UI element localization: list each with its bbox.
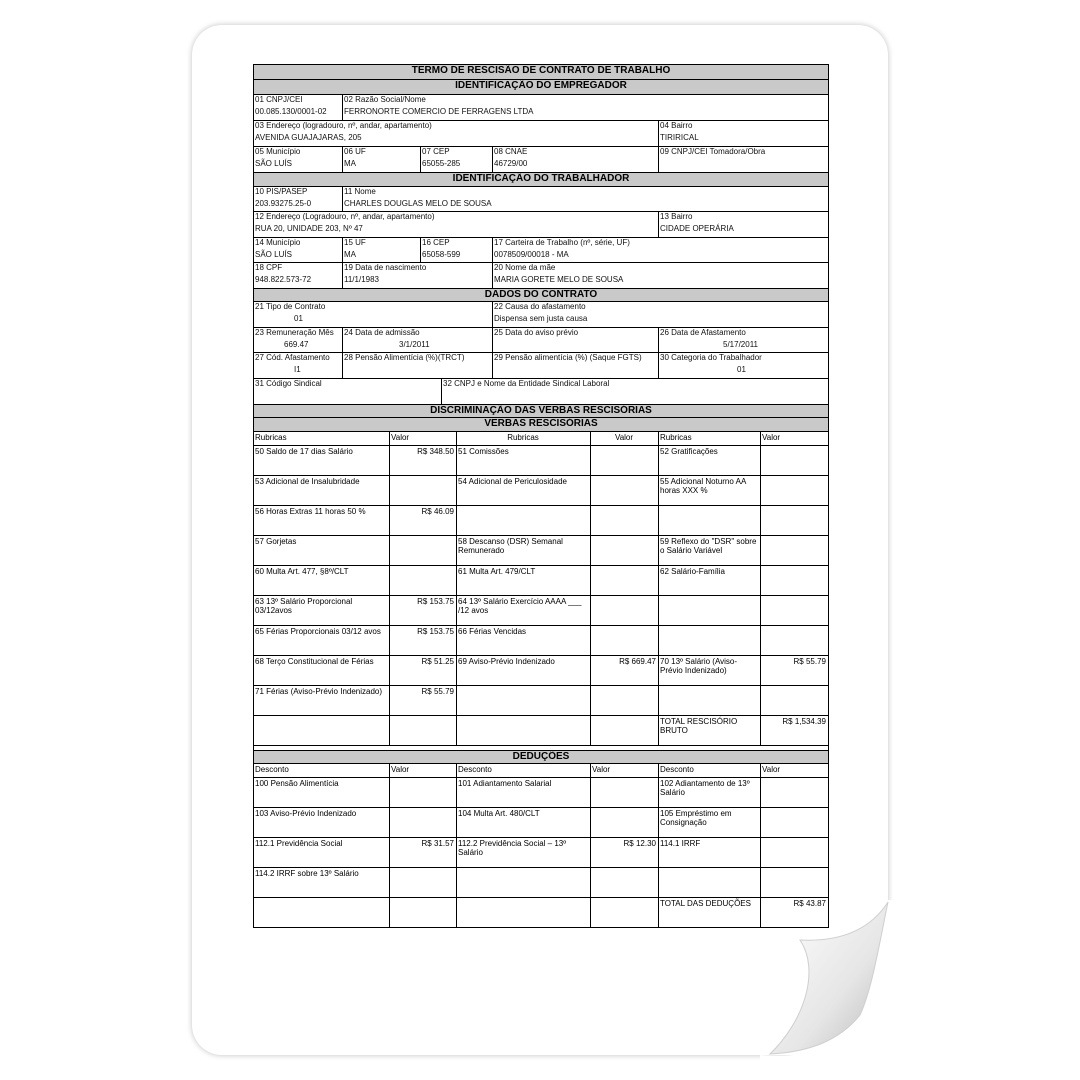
field-label: 15 UF — [344, 238, 366, 247]
field-label: 09 CNPJ/CEI Tomadora/Obra — [660, 147, 766, 156]
section-deductions: DEDUÇÕES — [253, 750, 829, 765]
field-value: Dispensa sem justa causa — [494, 314, 588, 323]
verbas-item-label: 70 13º Salário (Aviso-Prévio Indenizado) — [660, 657, 738, 675]
verbas-item-value — [590, 445, 659, 476]
verbas-item — [253, 655, 390, 686]
column-header — [456, 431, 591, 446]
field-label: 05 Município — [255, 147, 301, 156]
field-label: 17 Carteira de Trabalho (nº, série, UF) — [494, 238, 630, 247]
deducoes-item — [456, 777, 591, 808]
field-value: I1 — [294, 365, 301, 374]
verbas-item-value — [389, 475, 457, 506]
section-contract: DADOS DO CONTRATO — [253, 288, 829, 302]
field-f07 — [420, 146, 493, 173]
field-value: RUA 20, UNIDADE 203, Nº 47 — [255, 224, 363, 233]
verbas-item — [253, 715, 390, 746]
field-f10 — [253, 186, 343, 212]
field-f14 — [253, 237, 343, 263]
deducoes-item-value — [760, 837, 829, 868]
deducoes-item-label: 105 Empréstimo em Consignação — [660, 809, 732, 827]
deducoes-item-label: 112.1 Previdência Social — [255, 839, 343, 848]
verbas-item — [658, 625, 761, 656]
field-label: 06 UF — [344, 147, 366, 156]
deducoes-item-value — [389, 807, 457, 838]
deducoes-item-value — [389, 837, 457, 868]
deducoes-item-label: 104 Multa Art. 480/CLT — [458, 809, 540, 818]
column-header-text: Rubricas — [660, 433, 692, 442]
verbas-item-label: 63 13º Salário Proporcional 03/12avos — [255, 597, 353, 615]
verbas-item-value — [590, 475, 659, 506]
field-f32 — [441, 378, 829, 405]
section-worker: IDENTIFICAÇÃO DO TRABALHADOR — [253, 172, 829, 187]
field-value: FERRONORTE COMERCIO DE FERRAGENS LTDA — [344, 107, 534, 116]
deducoes-item-label: 112.2 Previdência Social – 13º Salário — [458, 839, 567, 857]
verbas-item — [456, 655, 591, 686]
field-f18 — [253, 262, 343, 289]
verbas-item-label: 68 Terço Constitucional de Férias — [255, 657, 374, 666]
deducoes-item-value — [389, 777, 457, 808]
verbas-item-value — [760, 715, 829, 746]
field-f08 — [492, 146, 659, 173]
verbas-item-label: 51 Comissões — [458, 447, 509, 456]
field-f22 — [492, 301, 829, 328]
verbas-value-text: R$ 348.50 — [417, 447, 454, 456]
field-label: 27 Cód. Afastamento — [255, 353, 330, 362]
verbas-item — [456, 475, 591, 506]
verbas-item-label: 52 Gratificações — [660, 447, 718, 456]
field-value: TIRIRICAL — [660, 133, 699, 142]
field-f03 — [253, 120, 659, 147]
verbas-item — [253, 685, 390, 716]
column-header-text: Desconto — [255, 765, 289, 774]
page-curl-icon — [760, 880, 900, 1065]
deducoes-item-label: 101 Adiantamento Salarial — [458, 779, 552, 788]
field-f16 — [420, 237, 493, 263]
verbas-item — [456, 715, 591, 746]
verbas-value-text: R$ 669.47 — [619, 657, 656, 666]
deducoes-item — [658, 837, 761, 868]
deducoes-item — [456, 837, 591, 868]
verbas-item-label: 61 Multa Art. 479/CLT — [458, 567, 536, 576]
verbas-item-label: 58 Descanso (DSR) Semanal Remunerado — [458, 537, 563, 555]
deducoes-item — [658, 807, 761, 838]
verbas-item-value — [389, 595, 457, 626]
field-label: 03 Endereço (logradouro, nº, andar, apartamento) — [255, 121, 432, 130]
verbas-item — [456, 595, 591, 626]
column-header — [389, 431, 457, 446]
column-header-text: Valor — [391, 433, 410, 442]
verbas-item — [456, 535, 591, 566]
column-header-text: Rubricas — [507, 433, 539, 442]
verbas-item-label: 62 Salário-Família — [660, 567, 725, 576]
verbas-item-label: 64 13º Salário Exercício AAAA ___ /12 avos — [458, 597, 582, 615]
verbas-item-value — [389, 625, 457, 656]
field-value: 65055-285 — [422, 159, 461, 168]
verbas-item — [456, 625, 591, 656]
deducoes-item-label: 102 Adiantamento de 13º Salário — [660, 779, 750, 797]
verbas-item-value — [389, 535, 457, 566]
field-label: 24 Data de admissão — [344, 328, 420, 337]
deducoes-item — [456, 867, 591, 898]
field-f25 — [492, 327, 659, 353]
field-label: 08 CNAE — [494, 147, 528, 156]
verbas-item-label: 66 Férias Vencidas — [458, 627, 527, 636]
deducoes-item — [456, 807, 591, 838]
deducoes-item-label: 100 Pensão Alimentícia — [255, 779, 339, 788]
verbas-value-text: R$ 153.75 — [417, 597, 454, 606]
field-value: AVENIDA GUAJAJARAS, 205 — [255, 133, 362, 142]
section-employer: IDENTIFICAÇÃO DO EMPREGADOR — [253, 79, 829, 95]
field-f29 — [492, 352, 659, 379]
column-header — [658, 431, 761, 446]
column-header — [590, 763, 659, 778]
verbas-item — [456, 685, 591, 716]
field-value: 11/1/1983 — [344, 275, 379, 284]
verbas-item-label: 53 Adicional de Insalubridade — [255, 477, 360, 486]
field-value: 00.085.130/0001-02 — [255, 107, 327, 116]
field-value: 669.47 — [284, 340, 309, 349]
field-f21 — [253, 301, 493, 328]
field-f31 — [253, 378, 442, 405]
verbas-item-value — [590, 565, 659, 596]
field-f11 — [342, 186, 829, 212]
field-label: 22 Causa do afastamento — [494, 302, 586, 311]
verbas-item-label: 69 Aviso-Prévio Indenizado — [458, 657, 555, 666]
field-value: CIDADE OPERÁRIA — [660, 224, 734, 233]
column-header-text: Valor — [391, 765, 410, 774]
deducoes-item-value — [590, 837, 659, 868]
verbas-item-value — [590, 715, 659, 746]
verbas-item-value — [760, 505, 829, 536]
verbas-item-value — [590, 505, 659, 536]
verbas-item — [253, 475, 390, 506]
verbas-item-label: 55 Adicional Noturno AA horas XXX % — [660, 477, 746, 495]
verbas-value-text: R$ 51.25 — [421, 657, 454, 666]
deducoes-item — [658, 867, 761, 898]
column-header — [760, 431, 829, 446]
field-value: SÃO LUÍS — [255, 159, 292, 168]
field-value: 65058-599 — [422, 250, 461, 259]
field-label: 04 Bairro — [660, 121, 693, 130]
verbas-value-text: R$ 55.79 — [793, 657, 826, 666]
verbas-item-value — [590, 625, 659, 656]
section-discrimination: DISCRIMINAÇÃO DAS VERBAS RESCISÓRIAS — [253, 404, 829, 418]
column-header — [456, 763, 591, 778]
deducoes-item-label: 103 Aviso-Prévio Indenizado — [255, 809, 357, 818]
verbas-item-value — [760, 655, 829, 686]
verbas-item-label: 59 Reflexo do "DSR" sobre o Salário Variável — [660, 537, 757, 555]
field-value: 3/1/2011 — [399, 340, 430, 349]
field-label: 32 CNPJ e Nome da Entidade Sindical Laboral — [443, 379, 610, 388]
deducoes-item-value — [590, 807, 659, 838]
column-header — [389, 763, 457, 778]
field-f04 — [658, 120, 829, 147]
field-f02 — [342, 94, 829, 121]
verbas-item-value — [760, 685, 829, 716]
verbas-item — [456, 565, 591, 596]
field-label: 16 CEP — [422, 238, 450, 247]
deducoes-item-value — [760, 807, 829, 838]
field-label: 26 Data de Afastamento — [660, 328, 746, 337]
section-verbas: VERBAS RESCISÓRIAS — [253, 417, 829, 432]
verbas-item-label: 57 Gorjetas — [255, 537, 297, 546]
field-f17 — [492, 237, 829, 263]
deducoes-item-value — [389, 867, 457, 898]
verbas-item-value — [590, 535, 659, 566]
deducoes-item — [253, 807, 390, 838]
field-label: 23 Remuneração Mês — [255, 328, 334, 337]
field-f28 — [342, 352, 493, 379]
verbas-item — [253, 625, 390, 656]
verbas-item-label: 56 Horas Extras 11 horas 50 % — [255, 507, 366, 516]
field-f30 — [658, 352, 829, 379]
column-header-text: Desconto — [458, 765, 492, 774]
deducoes-item — [253, 897, 390, 928]
field-value: 46729/00 — [494, 159, 528, 168]
verbas-item — [253, 445, 390, 476]
field-f12 — [253, 211, 659, 238]
field-label: 29 Pensão alimentícia (%) (Saque FGTS) — [494, 353, 642, 362]
verbas-item-value — [590, 655, 659, 686]
field-value: CHARLES DOUGLAS MELO DE SOUSA — [344, 199, 492, 208]
field-value: 01 — [294, 314, 303, 323]
field-value: 203.93275.25-0 — [255, 199, 312, 208]
verbas-item-value — [389, 655, 457, 686]
verbas-item-value — [760, 565, 829, 596]
verbas-item — [253, 505, 390, 536]
verbas-item — [658, 655, 761, 686]
deducoes-value-text: R$ 43.87 — [793, 899, 826, 908]
column-header — [658, 763, 761, 778]
verbas-item-label: 60 Multa Art. 477, §8º/CLT — [255, 567, 349, 576]
verbas-item — [456, 505, 591, 536]
field-value: MA — [344, 250, 356, 259]
column-header — [253, 431, 390, 446]
column-header-text: Valor — [762, 765, 781, 774]
field-f19 — [342, 262, 493, 289]
field-value: 5/17/2011 — [723, 340, 758, 349]
verbas-item-label: TOTAL RESCISÓRIO BRUTO — [660, 717, 738, 735]
deducoes-item-label: 114.1 IRRF — [660, 839, 701, 848]
deducoes-item-value — [389, 897, 457, 928]
field-f26 — [658, 327, 829, 353]
verbas-item — [658, 715, 761, 746]
column-header-text: Valor — [762, 433, 781, 442]
field-label: 12 Endereço (Logradouro, nº, andar, apartamento) — [255, 212, 435, 221]
field-f13 — [658, 211, 829, 238]
verbas-item — [658, 445, 761, 476]
column-header-text: Valor — [614, 433, 634, 442]
deducoes-item — [658, 777, 761, 808]
verbas-item — [253, 565, 390, 596]
verbas-item-label: 65 Férias Proporcionais 03/12 avos — [255, 627, 381, 636]
verbas-item-value — [389, 505, 457, 536]
field-label: 20 Nome da mãe — [494, 263, 556, 272]
column-header-text: Rubricas — [255, 433, 287, 442]
verbas-item-label: 71 Férias (Aviso-Prévio Indenizado) — [255, 687, 383, 696]
column-header — [760, 763, 829, 778]
field-value: 948.822.573-72 — [255, 275, 312, 284]
verbas-item — [658, 505, 761, 536]
verbas-item-value — [760, 595, 829, 626]
verbas-item-label: 54 Adicional de Periculosidade — [458, 477, 567, 486]
field-label: 07 CEP — [422, 147, 450, 156]
field-label: 19 Data de nascimento — [344, 263, 427, 272]
verbas-item — [456, 445, 591, 476]
field-f05 — [253, 146, 343, 173]
field-f15 — [342, 237, 421, 263]
deducoes-item-label: 114.2 IRRF sobre 13º Salário — [255, 869, 359, 878]
field-f23 — [253, 327, 343, 353]
field-label: 01 CNPJ/CEI — [255, 95, 303, 104]
field-label: 18 CPF — [255, 263, 283, 272]
field-label: 10 PIS/PASEP — [255, 187, 308, 196]
verbas-item-value — [760, 535, 829, 566]
deducoes-item — [658, 897, 761, 928]
field-label: 28 Pensão Alimentícia (%)(TRCT) — [344, 353, 465, 362]
field-value: SÃO LUÍS — [255, 250, 292, 259]
field-value: MA — [344, 159, 356, 168]
column-header-text: Desconto — [660, 765, 694, 774]
field-label: 31 Código Sindical — [255, 379, 322, 388]
field-label: 11 Nome — [344, 187, 376, 196]
deducoes-item — [253, 777, 390, 808]
field-value: 0078509/00018 - MA — [494, 250, 569, 259]
field-label: 02 Razão Social/Nome — [344, 95, 426, 104]
field-f20 — [492, 262, 829, 289]
verbas-value-text: R$ 55.79 — [421, 687, 454, 696]
verbas-item-value — [590, 595, 659, 626]
deducoes-item-value — [590, 867, 659, 898]
verbas-value-text: R$ 153.75 — [417, 627, 454, 636]
verbas-item — [658, 595, 761, 626]
deducoes-value-text: R$ 31.57 — [421, 839, 454, 848]
verbas-item-value — [389, 445, 457, 476]
verbas-item-value — [590, 685, 659, 716]
field-label: 13 Bairro — [660, 212, 693, 221]
verbas-item — [658, 535, 761, 566]
verbas-item-value — [389, 565, 457, 596]
verbas-item-value — [389, 715, 457, 746]
verbas-item-value — [760, 475, 829, 506]
field-f06 — [342, 146, 421, 173]
deducoes-value-text: R$ 12.30 — [623, 839, 656, 848]
verbas-item-label: 50 Saldo de 17 dias Salário — [255, 447, 353, 456]
column-header — [590, 431, 659, 446]
verbas-item-value — [760, 625, 829, 656]
verbas-item — [253, 595, 390, 626]
deducoes-item-value — [760, 777, 829, 808]
field-label: 25 Data do aviso prévio — [494, 328, 579, 337]
deducoes-item-label: TOTAL DAS DEDUÇÕES — [660, 899, 751, 908]
field-label: 21 Tipo de Contrato — [255, 302, 326, 311]
verbas-item — [658, 565, 761, 596]
form-title: TERMO DE RESCISÃO DE CONTRATO DE TRABALHO — [253, 64, 829, 80]
deducoes-item — [456, 897, 591, 928]
deducoes-item — [253, 867, 390, 898]
deducoes-item-value — [590, 777, 659, 808]
verbas-item — [658, 685, 761, 716]
field-label: 30 Categoria do Trabalhador — [660, 353, 762, 362]
field-f24 — [342, 327, 493, 353]
column-header — [253, 763, 390, 778]
field-label: 14 Município — [255, 238, 301, 247]
verbas-value-text: R$ 46.09 — [421, 507, 454, 516]
verbas-value-text: R$ 1,534.39 — [782, 717, 826, 726]
deducoes-item-value — [590, 897, 659, 928]
deducoes-item — [253, 837, 390, 868]
verbas-item — [658, 475, 761, 506]
field-f01 — [253, 94, 343, 121]
field-f09 — [658, 146, 829, 173]
verbas-item-value — [389, 685, 457, 716]
field-f27 — [253, 352, 343, 379]
field-value: MARIA GORETE MELO DE SOUSA — [494, 275, 624, 284]
verbas-item — [253, 535, 390, 566]
verbas-item-value — [760, 445, 829, 476]
column-header-text: Valor — [592, 765, 611, 774]
field-value: 01 — [737, 365, 746, 374]
